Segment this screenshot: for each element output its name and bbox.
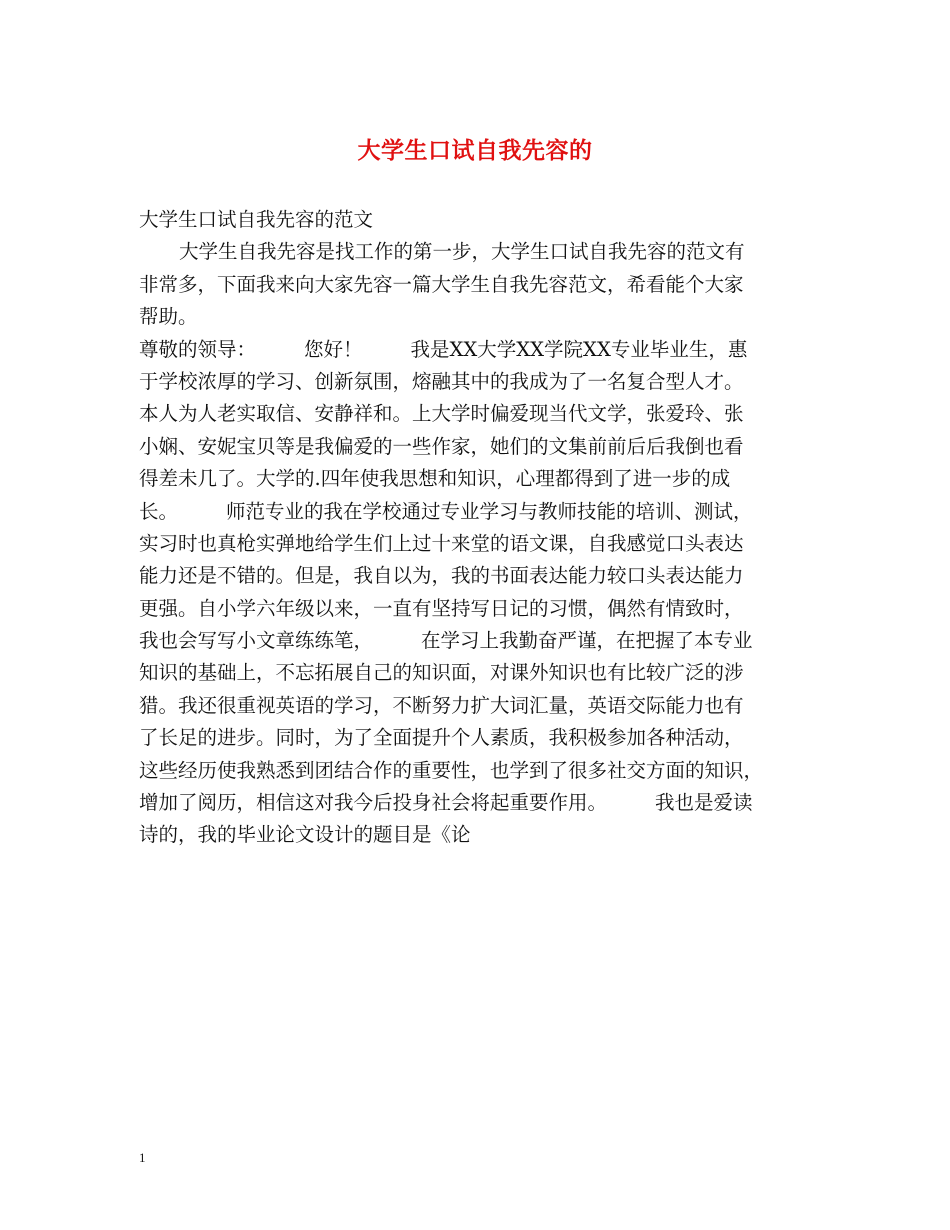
- page-number: 1: [139, 1150, 146, 1165]
- text-segment: 非常多，下面我来向大家先容一篇大学生自我先容范文，希看能个大家: [139, 272, 744, 296]
- text-line: [139, 236, 815, 268]
- text-line: [139, 301, 815, 333]
- text-segment: 师范专业的我在学校通过专业学习与教师技能的培训、测试，: [226, 499, 753, 523]
- text-line: [139, 269, 815, 301]
- text-line: [139, 463, 815, 495]
- text-line: [139, 366, 815, 398]
- text-line: [139, 334, 815, 366]
- text-segment: 增加了阅历，相信这对我今后投身社会将起重要作用。: [139, 791, 608, 815]
- text-segment: 我也会写写小文章练练笔，: [139, 629, 374, 653]
- text-line: [139, 755, 815, 787]
- text-line: [139, 593, 815, 625]
- text-segment: 帮助。: [139, 305, 198, 329]
- text-segment: 能力还是不错的。但是，我自以为，我的书面表达能力较口头表达能力: [139, 564, 744, 588]
- text-line: [139, 657, 815, 689]
- text-line: [139, 787, 815, 819]
- text-segment: 诗的，我的毕业论文设计的题目是《论: [139, 823, 471, 847]
- text-segment: 大学生口试自我先容的范文: [139, 208, 374, 231]
- text-segment: 猎。我还很重视英语的学习，不断努力扩大词汇量，英语交际能力也有: [139, 693, 744, 717]
- text-segment: 小娴、安妮宝贝等是我偏爱的一些作家，她们的文集前前后后我倒也看: [139, 434, 744, 458]
- text-segment: 长。: [139, 499, 179, 523]
- text-segment: 在学习上我勤奋严谨，在把握了本专业: [421, 629, 753, 653]
- text-segment: 本人为人老实取信、安静祥和。上大学时偏爱现当代文学，张爱玲、张: [139, 402, 744, 426]
- text-segment: 我也是爱读: [655, 791, 753, 815]
- document-title: 大学生口试自我先容的: [357, 137, 593, 164]
- text-segment: 这些经历使我熟悉到团结合作的重要性，也学到了很多社交方面的知识，: [139, 758, 764, 782]
- text-segment: 知识的基础上，不忘拓展自己的知识面，对课外知识也有比较广泛的涉: [139, 661, 744, 685]
- text-segment: 得差未几了。大学的.四年使我思想和知识，心理都得到了进一步的成: [139, 467, 731, 491]
- text-segment: 更强。自小学六年级以来，一直有坚持写日记的习惯，偶然有情致时，: [139, 596, 744, 620]
- text-segment: 大学生自我先容是找工作的第一步，大学生口试自我先容的范文有: [179, 240, 745, 264]
- text-segment: 我是XX大学XX学院XX专业毕业生，惠: [410, 337, 748, 361]
- text-line: [139, 560, 815, 592]
- text-segment: 了长足的进步。同时，为了全面提升个人素质，我积极参加各种活动，: [139, 726, 744, 750]
- text-segment: 实习时也真枪实弹地给学生们上过十来堂的语文课，自我感觉口头表达: [139, 531, 744, 555]
- text-line: [139, 819, 815, 851]
- document-body: [139, 204, 815, 852]
- text-line: [139, 722, 815, 754]
- text-line: [139, 431, 815, 463]
- text-line: [139, 398, 815, 430]
- text-segment: 于学校浓厚的学习、创新氛围，熔融其中的我成为了一名复合型人才。: [139, 369, 744, 393]
- text-line: [139, 528, 815, 560]
- text-line: [139, 625, 815, 657]
- text-line: [139, 204, 815, 236]
- text-line: [139, 690, 815, 722]
- text-segment: 尊敬的领导：: [139, 337, 257, 361]
- text-segment: 您好！: [304, 337, 363, 361]
- text-line: [139, 496, 815, 528]
